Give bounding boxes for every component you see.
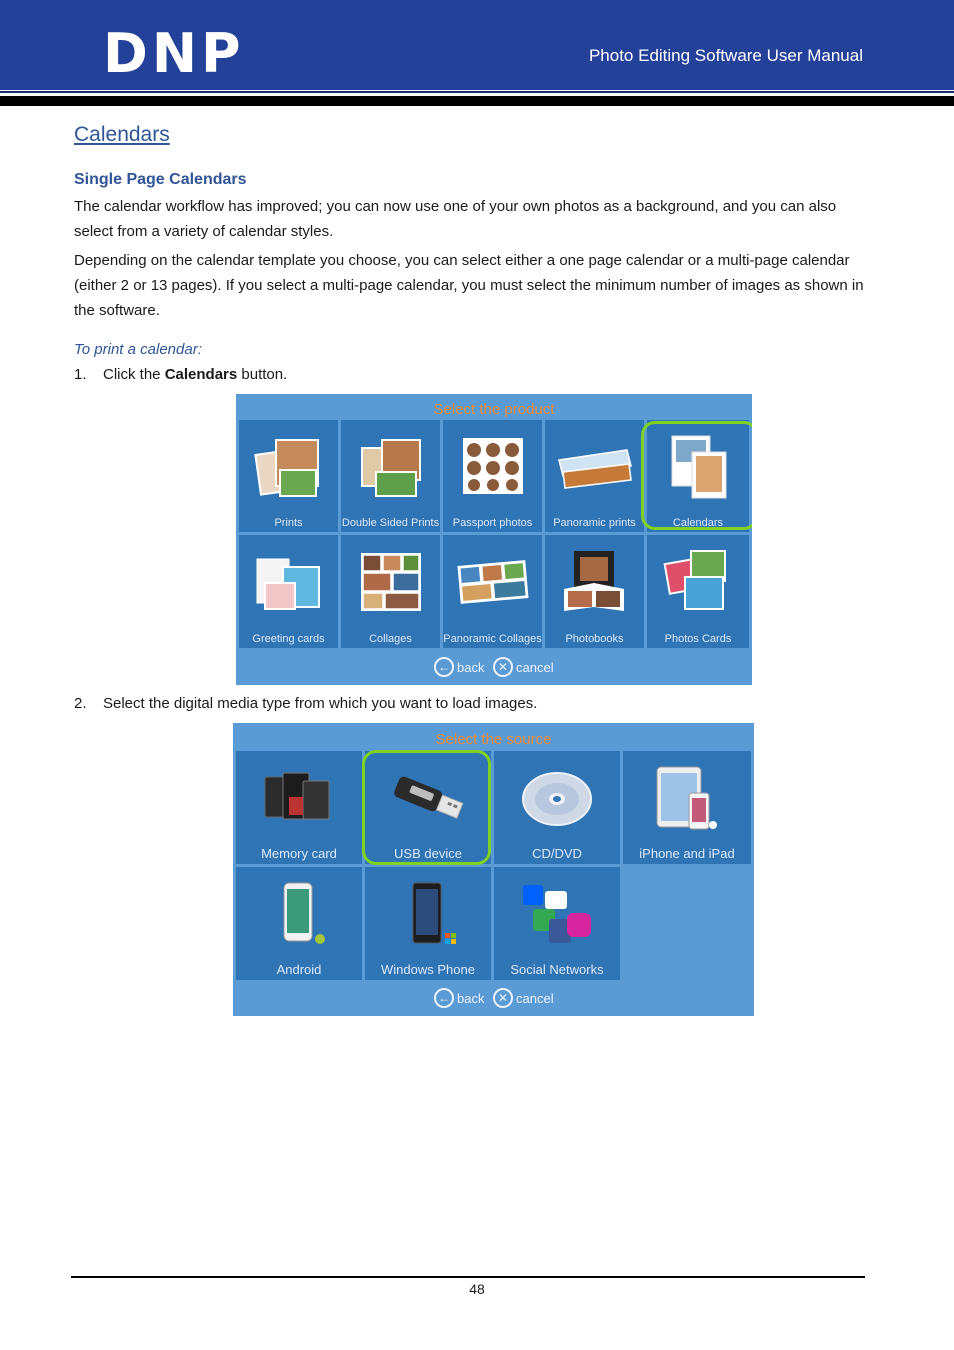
step-1 [74,366,287,383]
source-nav-bar [233,986,754,1016]
tile-label: Windows Phone [381,962,475,977]
header-rule-thick [0,96,954,106]
greeting-cards-icon [253,549,325,617]
footer-rule [71,1276,865,1278]
tile-panoramic-prints[interactable] [545,420,644,532]
section-title: Calendars [74,123,170,146]
windows-phone-icon [393,879,463,951]
tile-label: iPhone and iPad [639,846,735,861]
tile-label: Photobooks [565,633,624,645]
tile-collages[interactable] [341,535,440,648]
procedure-title: To print a calendar: [74,341,202,358]
cancel-label: cancel [516,659,554,675]
product-screen-title: Select the product [433,401,555,418]
step-2 [74,695,537,712]
tile-label: Memory card [261,846,337,861]
prints-icon [254,434,324,500]
tile-photobooks[interactable] [545,535,644,648]
source-screen-title: Select the source [435,731,552,748]
product-nav-bar [236,655,752,685]
tile-label: USB device [394,846,462,861]
step-2-text: Select the digital media type from which you want to load images. [103,695,538,712]
tile-label: Social Networks [510,962,604,977]
step-1-number: 1. [74,366,87,383]
tile-memory-card[interactable] [236,751,362,864]
double-sided-prints-icon [356,434,426,500]
step-1-bold: Calendars [164,366,238,383]
panoramic-prints-icon [557,446,633,492]
manual-title: Photo Editing Software User Manual [588,46,863,65]
cancel-x-icon: ✕ [493,988,513,1008]
photobooks-icon [560,549,630,615]
template-paragraph: Depending on the calendar template you choose, you can select either a one page calendar or a multi-page calendar (either 2 or 13 pages). If you select a multi-page calendar, you must select the minimum number of images as shown in the software. [74,252,864,319]
back-button[interactable] [434,986,484,1010]
calendars-highlight [641,421,752,530]
back-label: back [457,659,485,675]
tile-passport-photos[interactable] [443,420,542,532]
android-icon [264,879,334,951]
back-arrow-icon: ← [434,988,454,1008]
dnp-logo: DNP [103,22,245,85]
tile-label: Photos Cards [664,633,732,645]
photos-cards-icon [663,547,733,615]
tile-social-networks[interactable] [494,867,620,980]
step-1-post: button. [237,366,288,383]
tile-windows-phone[interactable] [365,867,491,980]
usb-device-highlight [362,750,491,865]
header-rule-thin [0,91,954,93]
tile-iphone-ipad[interactable] [623,751,751,864]
tile-label: Greeting cards [252,633,325,645]
cancel-button[interactable] [493,655,554,679]
tile-double-sided-prints[interactable] [341,420,440,532]
page-header [0,0,954,90]
tile-label: Panoramic Collages [443,633,542,645]
cd-dvd-icon [519,769,595,829]
panoramic-collages-icon [457,559,529,605]
tile-cd-dvd[interactable] [494,751,620,864]
tile-android[interactable] [236,867,362,980]
social-networks-icon [519,879,595,949]
tile-greeting-cards[interactable] [239,535,338,648]
tile-label: Calendars [672,517,724,529]
page-number: 48 [469,1281,485,1297]
cancel-button[interactable] [493,986,554,1010]
passport-photos-icon [461,436,525,496]
tile-label: Passport photos [452,517,533,529]
section-subtitle: Single Page Calendars [74,171,247,188]
intro-paragraph: The calendar workflow has improved; you can now use one of your own photos as a background, and you can also select from a variety of calendar styles. [74,198,837,240]
tile-label: Prints [274,517,303,529]
memory-card-icon [261,767,337,829]
step-2-number: 2. [74,695,87,712]
tile-label: Panoramic prints [553,517,636,529]
back-arrow-icon: ← [434,657,454,677]
iphone-ipad-icon [651,763,723,835]
source-selection-screenshot [233,723,754,1016]
collages-icon [357,547,425,617]
tile-prints[interactable] [239,420,338,532]
tile-label: Double Sided Prints [341,517,440,529]
tile-label: CD/DVD [532,846,582,861]
tile-photos-cards[interactable] [647,535,749,648]
cancel-label: cancel [516,990,554,1006]
tile-panoramic-collages[interactable] [443,535,542,648]
product-selection-screenshot [236,394,752,685]
back-button[interactable] [434,655,484,679]
tile-label: Android [276,962,322,977]
tile-label: Collages [369,633,412,645]
step-1-pre: Click the [103,366,165,383]
cancel-x-icon: ✕ [493,657,513,677]
back-label: back [457,990,485,1006]
